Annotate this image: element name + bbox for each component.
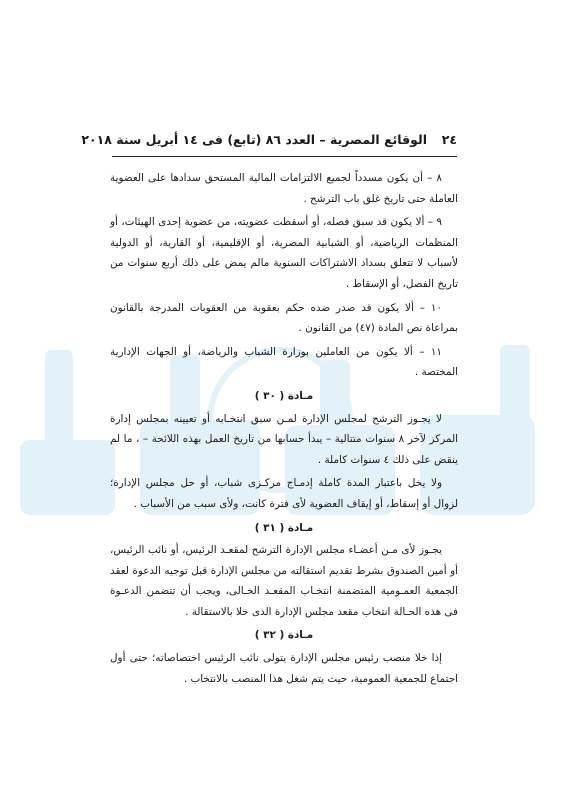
document-body [110,168,458,692]
article-32-paragraph: إذا خلا منصب رئيس مجلس الإدارة يتولى نائب الرئيس اختصاصاته؛ حتى أول اجتماع للجمعية العمومية، حيث يتم شغل هذا المنصب بالانتخاب . [110,652,458,685]
condition-10: ١٠ – ألا يكون قد صدر ضده حكم بعقوبة من العقوبات المدرجة بالقانون بمراعاة نص المادة (٤٧) من القانون . [110,301,458,335]
article-31-paragraph: يجـوز لأى مـن أعضـاء مجلس الإدارة الترشح لمقعـد الرئيس، أو نائب الرئيس، أو أمين الصندوق بشرط تقديم استقالته من مجلس الإدارة قبل توجيه الدعوة لعقد الجمعية العمـومية المتضمنة انتخـاب المقعـد الخـالى، ويجب أن تتضمن الدعـوة فى هذه الحـالة انتخاب مقعد مجلس الإدارة الذى خلا بالاستقالة . [110,544,458,618]
article-30-paragraph: ولا يخل باعتبار المدة كاملة إدمـاج مركـزى شباب، أو حل مجلس الإدارة؛ لزوال أو إسقاط، أو إيقاف العضوية لأى فترة كانت، ولأى سبب من الأسباب . [110,477,458,510]
page-header [81,132,457,154]
page-number: ٢٤ [441,132,457,147]
condition-11: ١١ – ألا يكون من العاملين بوزارة الشباب والرياضة، أو الجهات الإدارية المختصة . [110,345,458,379]
condition-9: ٩ – ألا يكون قد سبق فصله، أو أسقطت عضويته، من عضوية إحدى الهيئات، أو المنظمات الرياضية، أو الشبابية المصرية، أو الإقليمية، أو القارية، أو الدولية لأسباب لا تتعلق بسداد الاشتراكات السنوية مالم يمض على ذلك أربع سنوات من تاريخ الفصل، أو الإسقاط . [110,216,458,290]
article-31-heading: مـادة ( ٣١ ) [254,521,314,534]
article-32-heading: مـادة ( ٣٢ ) [254,629,314,642]
gazette-title: الوقائع المصرية – العدد ٨٦ (تابع) فى ١٤ أبريل سنة ٢٠١٨ [81,132,427,147]
header-divider [112,156,457,157]
article-30-paragraph: لا يجـوز الترشح لمجلس الإدارة لمـن سبق انتخـابه أو تعيينه بمجلس إدارة المركز لآخر ٨ سنوات متتالية – يبدأ حسابها من تاريخ العمل بهذه اللائحة – ، ما لم ينقض على ذلك ٤ سنوات كاملة . [110,412,458,466]
article-30-heading: مـادة ( ٣٠ ) [254,389,314,402]
condition-8: ٨ – أن يكون مسدداً لجميع الالتزامات المالية المستحق سدادها على العضوية العاملة حتى تاريخ غلق باب الترشح . [110,172,458,205]
